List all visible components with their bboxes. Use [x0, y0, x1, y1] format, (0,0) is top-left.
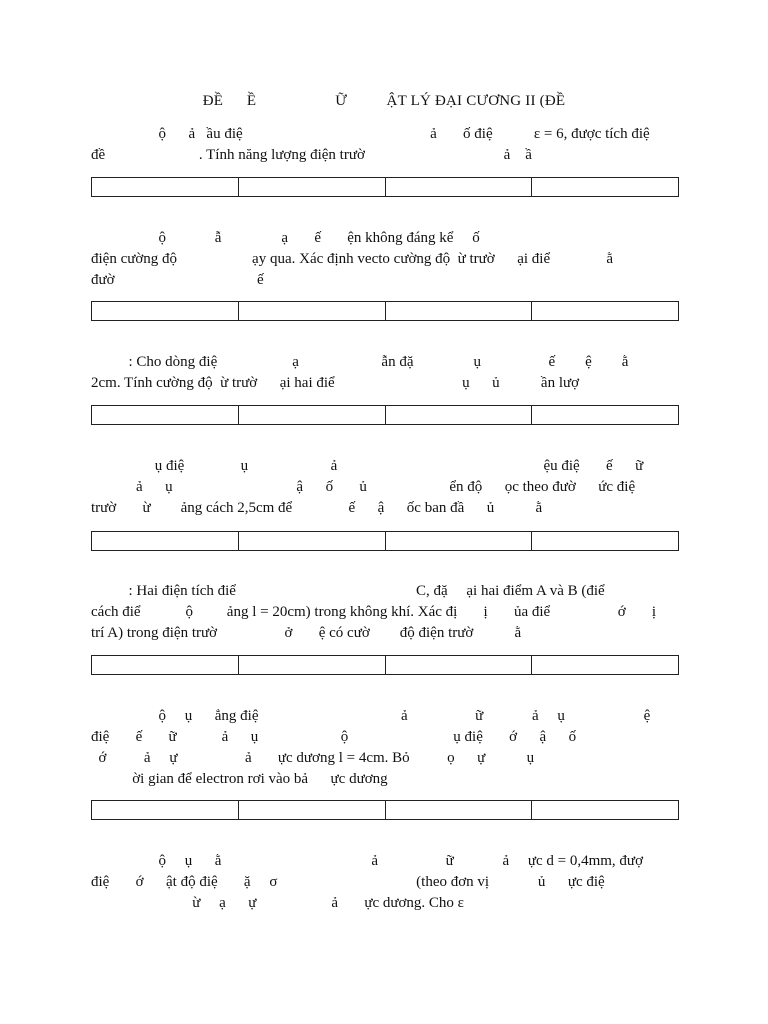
answer-cell: [239, 406, 386, 424]
question-2: [91, 228, 681, 291]
answer-cell: [386, 178, 533, 196]
question-6-line-2: điệ ế ữ ả ụ ộ ụ điệ ớ ậ ố: [91, 729, 577, 745]
question-6-line-1: ộ ụ ẳng điệ ả ữ ả ụ ệ: [91, 708, 651, 724]
question-2-line-3: đườ ế: [91, 272, 264, 288]
question-4-line-3: trườ ừ ảng cách 2,5cm để ế ậ ốc ban đầ ủ ằ: [91, 500, 543, 516]
answer-table-4: [91, 531, 679, 551]
answer-cell: [92, 801, 239, 819]
question-3-line-1: : Cho dòng điệ ạ ẫn đặ ụ ế ệ ằ: [91, 354, 629, 370]
answer-table-6: [91, 800, 679, 820]
question-6-line-4: ời gian để electron rơi vào bả ực dương: [91, 771, 388, 787]
question-6: [91, 706, 681, 790]
answer-cell: [92, 532, 239, 550]
question-7-line-1: ộ ụ ằ ả ữ ả ực d = 0,4mm, đượ: [91, 853, 643, 869]
answer-cell: [92, 656, 239, 674]
answer-cell: [532, 178, 678, 196]
question-2-line-2: điện cường độ ạy qua. Xác định vecto cường độ ừ trườ ại điể ằ: [91, 251, 614, 267]
answer-cell: [239, 656, 386, 674]
answer-cell: [239, 801, 386, 819]
answer-table-2: [91, 301, 679, 321]
answer-cell: [386, 406, 533, 424]
answer-cell: [532, 656, 678, 674]
question-1: [91, 124, 681, 166]
answer-cell: [386, 656, 533, 674]
answer-table-3: [91, 405, 679, 425]
question-5-line-1: : Hai điện tích điể C, đặ ại hai điểm A và B (điể: [91, 583, 605, 599]
answer-cell: [239, 178, 386, 196]
answer-cell: [386, 801, 533, 819]
answer-cell: [239, 302, 386, 320]
question-5-line-3: trí A) trong điện trườ ở ệ có cườ độ điện trườ ằ: [91, 625, 522, 641]
answer-cell: [532, 406, 678, 424]
answer-cell: [532, 302, 678, 320]
question-7-line-2: điệ ớ ật độ điệ ặ σ (theo đơn vị ủ ực điệ: [91, 874, 605, 890]
answer-table-5: [91, 655, 679, 675]
exam-title: ĐỀ Ề Ữ ẬT LÝ ĐẠI CƯƠNG II (ĐỀ: [202, 93, 566, 109]
question-5-line-2: cách điể ộ ảng l = 20cm) trong không khí. Xác đị ị ủa điể ớ ị: [91, 604, 657, 620]
answer-cell: [92, 302, 239, 320]
question-6-line-3: ớ ả ự ả ực dương l = 4cm. Bỏ ọ ự ụ: [91, 750, 535, 766]
answer-cell: [92, 178, 239, 196]
answer-table-1: [91, 177, 679, 197]
answer-cell: [386, 532, 533, 550]
question-4: [91, 456, 681, 519]
question-4-line-1: ụ điệ ụ ả ệu điệ ế ữ: [91, 458, 644, 474]
answer-cell: [532, 801, 678, 819]
question-3: [91, 352, 681, 394]
question-7: [91, 851, 681, 914]
answer-cell: [239, 532, 386, 550]
question-7-line-3: ừ ạ ự ả ực dương. Cho ε: [91, 895, 464, 911]
question-5: [91, 581, 681, 644]
answer-cell: [92, 406, 239, 424]
question-3-line-2: 2cm. Tính cường độ ừ trườ ại hai điể ụ ủ ần lượ: [91, 375, 580, 391]
question-1-line-2: đề . Tính năng lượng điện trườ ả ầ: [91, 147, 532, 163]
question-4-line-2: ả ụ ậ ố ủ ển độ ọc theo đườ ức điệ: [91, 479, 636, 495]
answer-cell: [532, 532, 678, 550]
question-2-line-1: ộ ẫ ạ ế ện không đáng kể ố: [91, 230, 480, 246]
question-1-line-1: ộ ả ầu điệ ả ố điệ ε = 6, được tích điệ: [91, 126, 650, 142]
answer-cell: [386, 302, 533, 320]
